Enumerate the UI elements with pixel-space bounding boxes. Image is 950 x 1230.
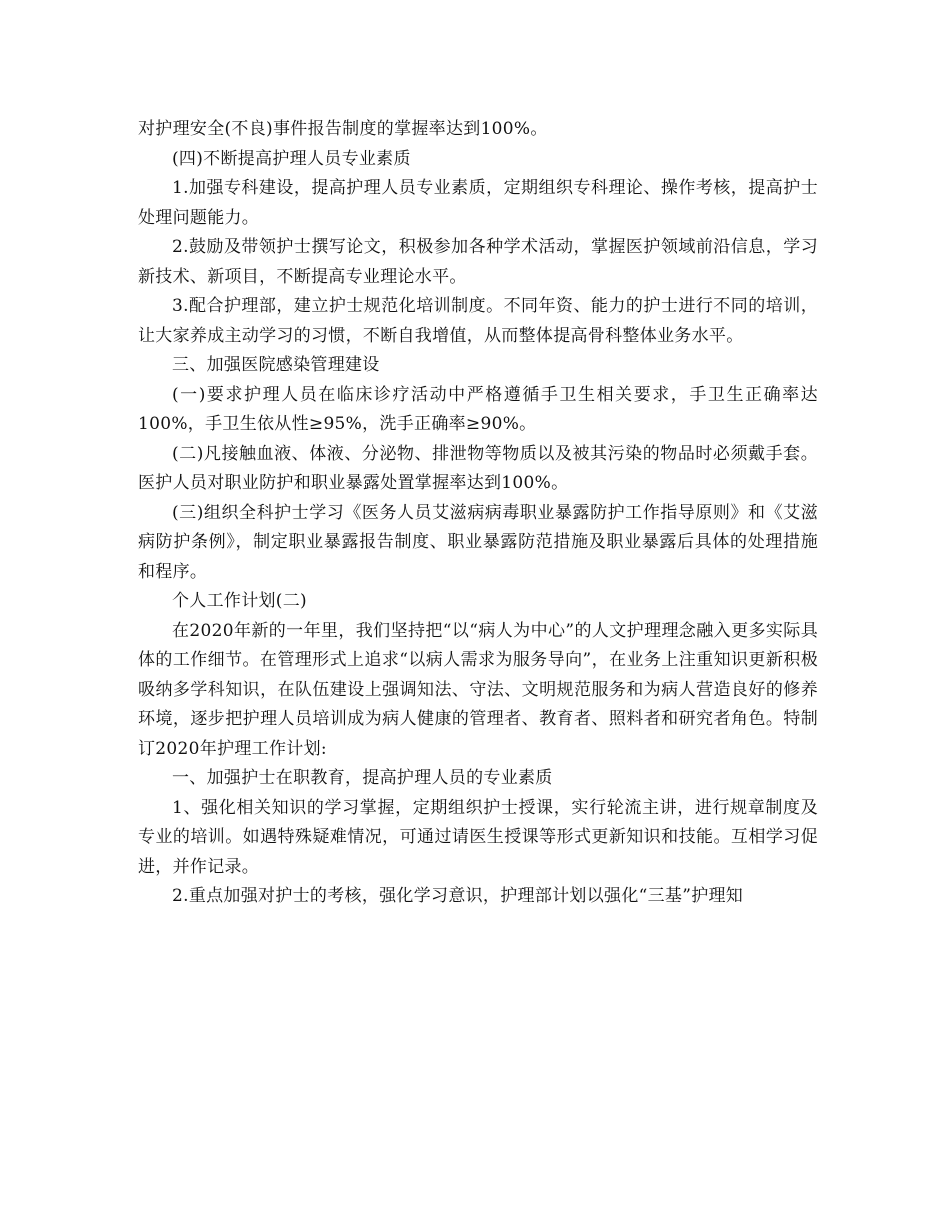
- paragraph: (一)要求护理人员在临床诊疗活动中严格遵循手卫生相关要求，手卫生正确率达100%，手卫生依从性≥95%，洗手正确率≥90%。: [138, 384, 818, 434]
- paragraph: 在2020年新的一年里，我们坚持把“以“病人为中心”的人文护理理念融入更多实际具体的工作细节。在管理形式上追求“以病人需求为服务导向”，在业务上注重知识更新积极吸纳多学科知识，在队伍建设上强调知法、守法、文明规范服务和为病人营造良好的修养环境，逐步把护理人员培训成为病人健康的管理者、教育者、照料者和研究者角色。特制订2020年护理工作计划:: [138, 620, 818, 759]
- paragraph: 对护理安全(不良)事件报告制度的掌握率达到100%。: [138, 119, 548, 139]
- paragraph: 1、强化相关知识的学习掌握，定期组织护士授课，实行轮流主讲，进行规章制度及专业的培训。如遇特殊疑难情况，可通过请医生授课等形式更新知识和技能。互相学习促进，并作记录。: [138, 797, 818, 877]
- paragraph: 3.配合护理部，建立护士规范化培训制度。不同年资、能力的护士进行不同的培训，让大家养成主动学习的习惯，不断自我增值，从而整体提高骨科整体业务水平。: [138, 296, 818, 346]
- paragraph: 2.鼓励及带领护士撰写论文，积极参加各种学术活动，掌握医护领域前沿信息，学习新技术、新项目，不断提高专业理论水平。: [138, 237, 818, 287]
- paragraph: 2.重点加强对护士的考核，强化学习意识，护理部计划以强化“三基”护理知: [172, 886, 744, 906]
- section-heading: 一、加强护士在职教育，提高护理人员的专业素质: [172, 768, 553, 788]
- section-heading: 三、加强医院感染管理建设: [172, 355, 380, 375]
- section-heading: 个人工作计划(二): [172, 591, 307, 611]
- document-body: [138, 115, 818, 912]
- paragraph: (二)凡接触血液、体液、分泌物、排泄物等物质以及被其污染的物品时必须戴手套。医护人员对职业防护和职业暴露处置掌握率达到100%。: [138, 443, 818, 493]
- paragraph: 1.加强专科建设，提高护理人员专业素质，定期组织专科理论、操作考核，提高护士处理问题能力。: [138, 178, 818, 228]
- section-heading: (四)不断提高护理人员专业素质: [172, 148, 411, 169]
- paragraph: (三)组织全科护士学习《医务人员艾滋病病毒职业暴露防护工作指导原则》和《艾滋病防护条例》，制定职业暴露报告制度、职业暴露防范措施及职业暴露后具体的处理措施和程序。: [138, 502, 818, 582]
